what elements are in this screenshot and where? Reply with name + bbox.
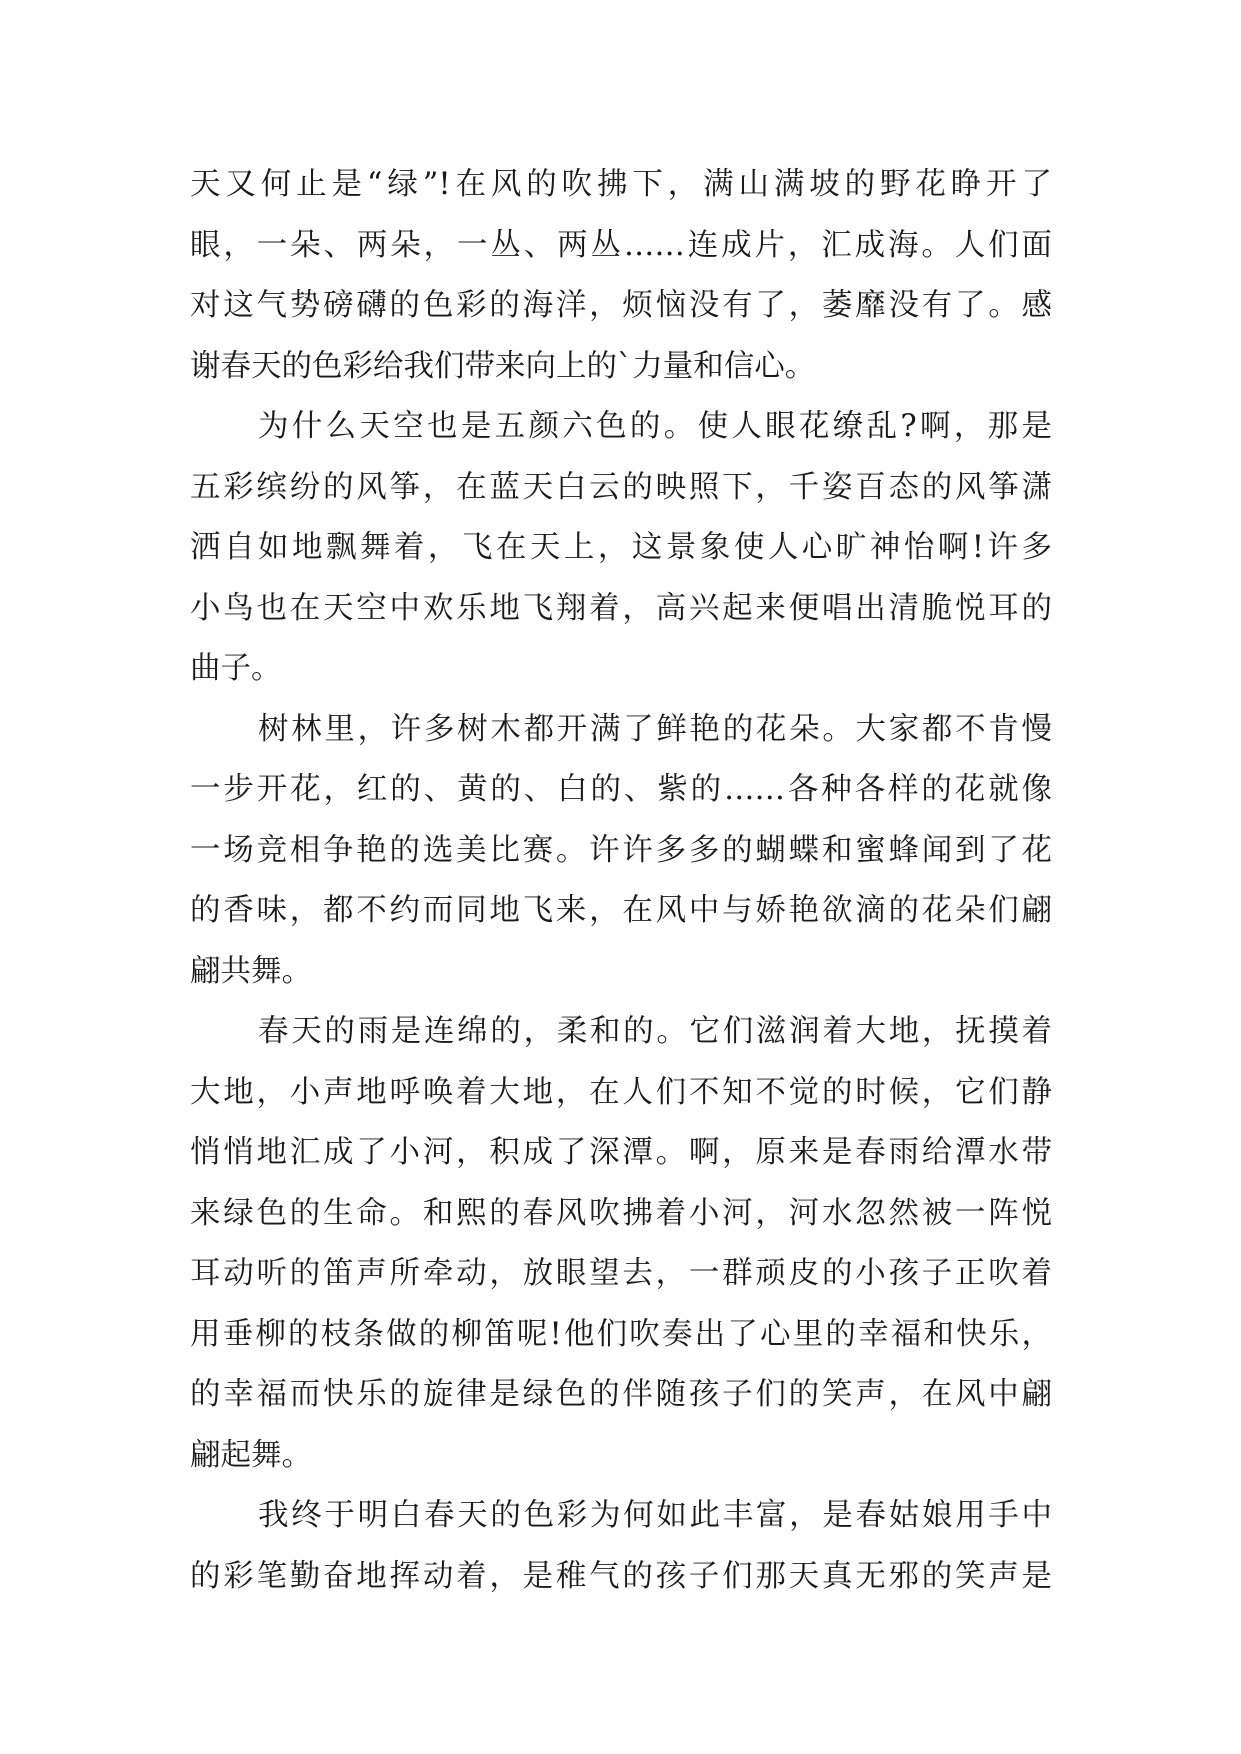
text-line: 五彩缤纷的风筝，在蓝天白云的映照下，千姿百态的风筝潇 [190, 469, 1052, 505]
text-line: 的幸福而快乐的旋律是绿色的伴随孩子们的笑声，在风中翩 [190, 1377, 1052, 1412]
text-line: 大地，小声地呼唤着大地，在人们不知不觉的时候，它们静 [190, 1074, 1052, 1110]
paragraph [190, 1486, 1052, 1607]
text-line: 眼，一朵、两朵，一丛、两丛……连成片，汇成海。人们面 [190, 227, 1052, 263]
paragraph [190, 155, 1052, 397]
body-text [190, 155, 1052, 1607]
text-line: 的彩笔勤奋地挥动着，是稚气的孩子们那天真无邪的笑声是 [190, 1558, 1052, 1594]
text-line: 春天的雨是连绵的，柔和的。它们滋润着大地，抚摸着 [258, 1014, 1052, 1049]
paragraph [190, 1002, 1052, 1486]
text-line: 对这气势磅礴的色彩的海洋，烦恼没有了，萎靡没有了。感 [190, 288, 1052, 323]
text-line: 耳动听的笛声所牵动，放眼望去，一群顽皮的小孩子正吹着 [190, 1256, 1052, 1291]
text-line: 一步开花，红的、黄的、白的、紫的……各种各样的花就像 [190, 772, 1052, 807]
text-line: 谢春天的色彩给我们带来向上的`力量和信心。 [190, 348, 816, 384]
paragraph [190, 700, 1052, 1003]
text-line: 小鸟也在天空中欢乐地飞翔着，高兴起来便唱出清脆悦耳的 [190, 590, 1052, 626]
text-line: 为什么天空也是五颜六色的。使人眼花缭乱?啊，那是 [258, 409, 1052, 444]
text-line: 我终于明白春天的色彩为何如此丰富，是春姑娘用手中 [258, 1498, 1052, 1533]
text-line: 洒自如地飘舞着，飞在天上，这景象使人心旷神怡啊!许多 [190, 530, 1052, 565]
text-line: 树林里，许多树木都开满了鲜艳的花朵。大家都不肯慢 [258, 711, 1052, 747]
text-line: 天又何止是“绿”!在风的吹拂下，满山满坡的野花睁开了 [190, 167, 1052, 202]
text-line: 翩共舞。 [190, 953, 312, 989]
text-line: 曲子。 [190, 651, 282, 686]
text-line: 用垂柳的枝条做的柳笛呢!他们吹奏出了心里的幸福和快乐， [190, 1316, 1052, 1352]
text-line: 来绿色的生命。和熙的春风吹拂着小河，河水忽然被一阵悦 [190, 1195, 1052, 1231]
paragraph [190, 397, 1052, 700]
text-line: 一场竞相争艳的选美比赛。许许多多的蝴蝶和蜜蜂闻到了花 [190, 832, 1052, 868]
text-line: 翩起舞。 [190, 1437, 312, 1473]
text-line: 的香味，都不约而同地飞来，在风中与娇艳欲滴的花朵们翩 [190, 893, 1052, 928]
text-line: 悄悄地汇成了小河，积成了深潭。啊，原来是春雨给潭水带 [190, 1135, 1052, 1170]
